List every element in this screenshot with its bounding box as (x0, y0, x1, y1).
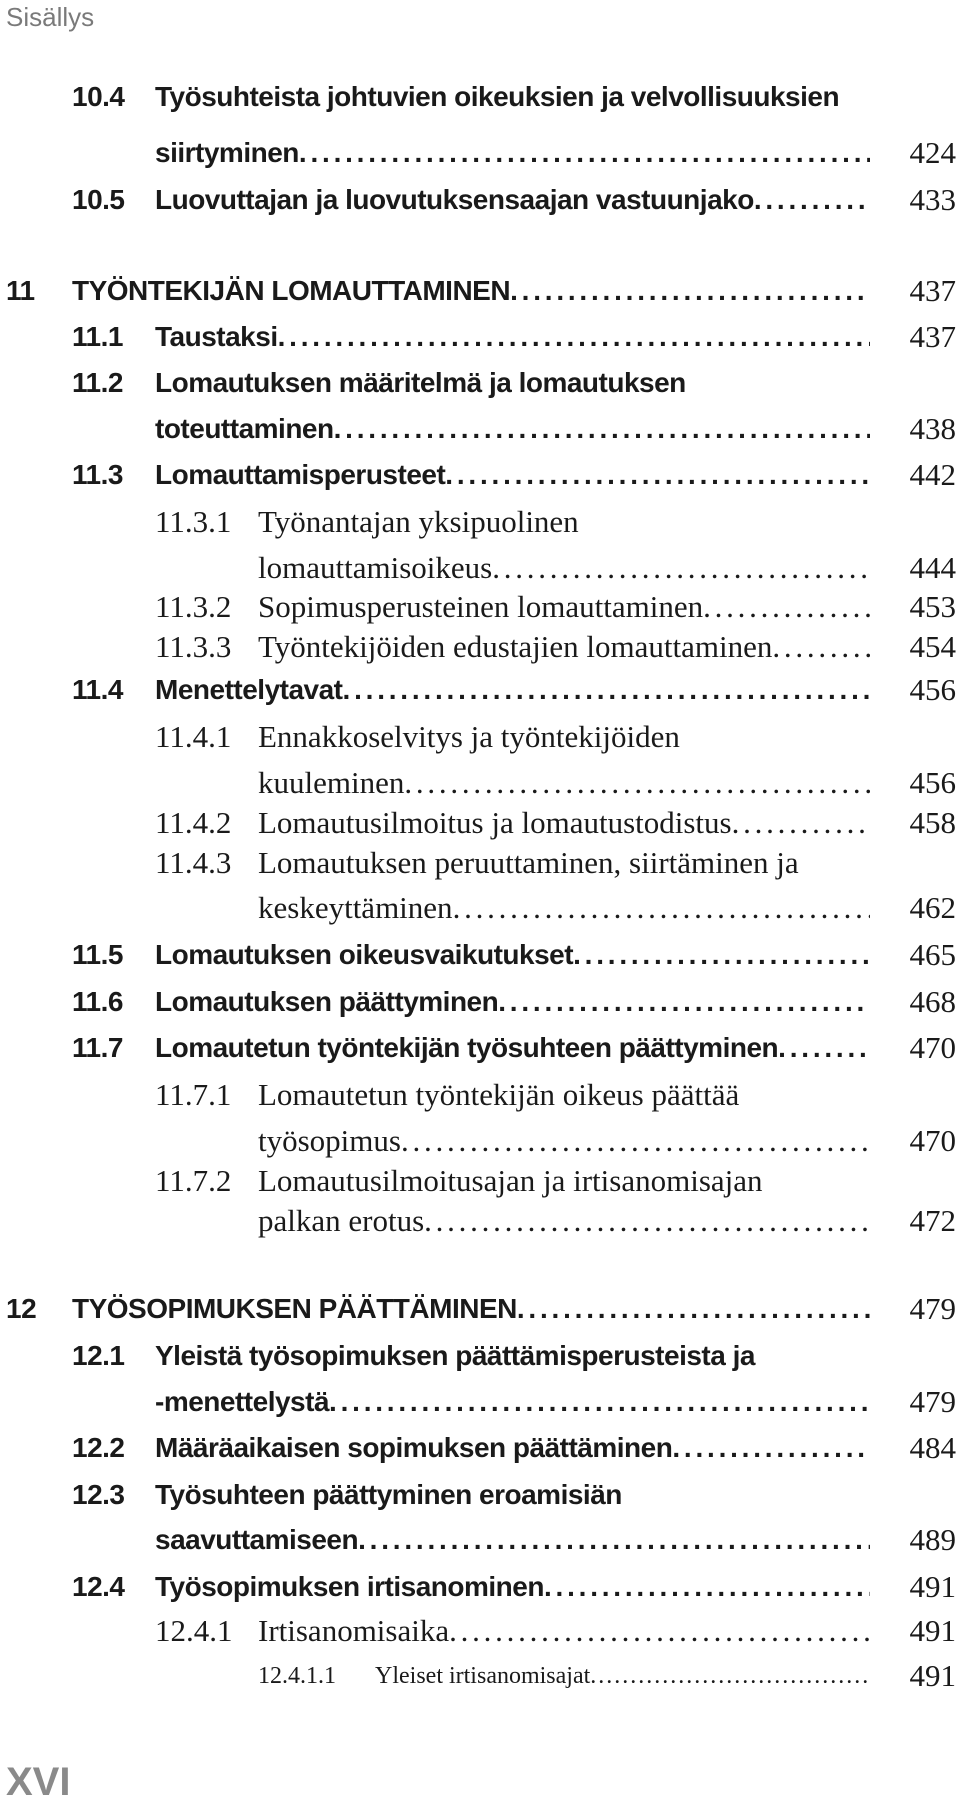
toc-entry-11-4-1 (0, 714, 960, 760)
toc-entry-12-3 (0, 1472, 960, 1518)
toc-number: 11.4.1 (155, 719, 232, 754)
toc-entry-11-7-2-cont (0, 1198, 960, 1244)
toc-entry-12-4 (0, 1564, 960, 1610)
dot-leader (358, 1517, 870, 1563)
toc-number: 12.4 (72, 1571, 125, 1602)
toc-number: 11.5 (72, 939, 123, 970)
toc-number: 12 (6, 1293, 37, 1324)
toc-page: 442 (909, 457, 956, 492)
toc-page: 456 (909, 672, 956, 707)
toc-number: 11.3.2 (155, 589, 232, 624)
toc-title: Lomautuksen määritelmä ja lomautuksen (155, 367, 686, 398)
toc-page: 491 (909, 1569, 956, 1604)
toc-number: 11.3 (72, 459, 123, 490)
toc-entry-11-4-3 (0, 840, 960, 886)
toc-number: 11.7 (72, 1032, 123, 1063)
page-number: XVI (6, 1760, 71, 1804)
toc-title: Lomautuksen oikeusvaikutukset (155, 939, 574, 970)
toc-title: saavuttamiseen (155, 1524, 359, 1555)
toc-page: 491 (909, 1613, 956, 1648)
toc-title: palkan erotus (258, 1203, 425, 1238)
toc-title: Lomautusilmoitus ja lomautustodistus (258, 805, 732, 840)
dot-leader (299, 130, 870, 176)
toc-title: Lomautetun työntekijän oikeus päättää (258, 1077, 740, 1112)
toc-entry-12-4-1-1 (0, 1653, 960, 1699)
toc-entry-10-5 (0, 177, 960, 223)
toc-page: 468 (909, 984, 956, 1019)
toc-chapter-12 (0, 1286, 960, 1332)
dot-leader (754, 177, 870, 223)
toc-title: lomauttamisoikeus (258, 550, 493, 585)
toc-title: Työntekijöiden edustajien lomauttaminen (258, 629, 773, 664)
toc-entry-12-2 (0, 1425, 960, 1471)
toc-page: 489 (909, 1522, 956, 1557)
toc-number: 12.2 (72, 1432, 125, 1463)
toc-page: 484 (909, 1430, 956, 1465)
toc-title: Irtisanomisaika (258, 1613, 450, 1648)
toc-page: 444 (909, 550, 956, 585)
dot-leader (573, 932, 870, 978)
toc-page: 456 (909, 765, 956, 800)
toc-page: 437 (909, 273, 956, 308)
dot-leader (329, 1379, 870, 1425)
toc-title: Yleistä työsopimuksen päättämisperusteista ja (155, 1340, 755, 1371)
toc-entry-11-6 (0, 979, 960, 1025)
toc-page: 433 (909, 182, 956, 217)
toc-number: 11.4.2 (155, 805, 232, 840)
toc-number: 11 (6, 275, 35, 306)
toc-entry-11-7-1 (0, 1072, 960, 1118)
toc-title: Työsuhteen päättyminen eroamisiän (155, 1479, 622, 1510)
toc-title: Yleiset irtisanomisajat (375, 1663, 591, 1689)
toc-entry-11-4 (0, 667, 960, 713)
toc-title: keskeyttäminen (258, 890, 453, 925)
dot-leader (672, 1425, 870, 1471)
toc-title: Lomautuksen päättyminen (155, 986, 499, 1017)
toc-page: 472 (909, 1203, 956, 1238)
toc-title: siirtyminen (155, 137, 299, 168)
toc-page: 479 (909, 1384, 956, 1419)
toc-page: 465 (909, 937, 956, 972)
toc-entry-11-7 (0, 1025, 960, 1071)
toc-number: 11.1 (72, 321, 123, 352)
toc-title: Määräaikaisen sopimuksen päättäminen (155, 1432, 673, 1463)
toc-title: Lomautusilmoitusajan ja irtisanomisajan (258, 1163, 763, 1198)
toc-title: Taustaksi (155, 321, 278, 352)
toc-page: 454 (909, 629, 956, 664)
toc-number: 11.3.1 (155, 504, 232, 539)
toc-entry-11-1 (0, 314, 960, 360)
toc-number: 11.2 (72, 367, 123, 398)
toc-title: työsopimus (258, 1123, 401, 1158)
dot-leader (449, 1608, 870, 1654)
toc-title: TYÖSOPIMUKSEN PÄÄTTÄMINEN (72, 1293, 517, 1324)
toc-title: Työnantajan yksipuolinen (258, 504, 579, 539)
toc-number: 10.5 (72, 184, 125, 215)
dot-leader (424, 1198, 870, 1244)
running-header: Sisällys (6, 2, 95, 32)
dot-leader (510, 268, 870, 314)
dot-leader (772, 624, 870, 670)
toc-title: Lomauttamisperusteet (155, 459, 446, 490)
toc-number: 11.6 (72, 986, 123, 1017)
toc-page: 491 (909, 1658, 956, 1693)
toc-entry-11-2 (0, 360, 960, 406)
dot-leader (498, 979, 870, 1025)
toc-page: 424 (909, 135, 956, 170)
toc-number: 11.3.3 (155, 629, 232, 664)
toc-title: kuuleminen (258, 765, 405, 800)
toc-entry-11-4-3-cont (0, 885, 960, 931)
dot-leader (453, 885, 870, 931)
toc-entry-12-1-cont (0, 1379, 960, 1425)
dot-leader (778, 1025, 870, 1071)
toc-number: 12.1 (72, 1340, 125, 1371)
toc-page: 470 (909, 1123, 956, 1158)
toc-title: Työsuhteista johtuvien oikeuksien ja velvollisuuksien (155, 81, 840, 112)
toc-title: -menettelystä (155, 1386, 330, 1417)
dot-leader (334, 406, 870, 452)
toc-entry-12-4-1 (0, 1608, 960, 1654)
dot-leader (517, 1286, 870, 1332)
toc-title: Lomautuksen peruuttaminen, siirtäminen ja (258, 845, 799, 880)
toc-title: Lomautetun työntekijän työsuhteen päättyminen (155, 1032, 779, 1063)
dot-leader (445, 452, 870, 498)
toc-chapter-11 (0, 268, 960, 314)
toc-number: 11.4.3 (155, 845, 232, 880)
dot-leader (278, 314, 870, 360)
toc-entry-12-1 (0, 1333, 960, 1379)
toc-page: 479 (909, 1291, 956, 1326)
toc-title: toteuttaminen (155, 413, 334, 444)
toc-number: 12.4.1 (155, 1613, 233, 1648)
toc-entry-10-4 (0, 74, 960, 120)
toc-entry-11-5 (0, 932, 960, 978)
toc-number: 12.4.1.1 (258, 1663, 336, 1689)
toc-number: 11.7.2 (155, 1163, 232, 1198)
toc-page: 453 (909, 589, 956, 624)
toc-number: 11.7.1 (155, 1077, 232, 1112)
dot-leader (590, 1653, 870, 1699)
toc-number: 11.4 (72, 674, 123, 705)
toc-entry-11-2-cont (0, 406, 960, 452)
dot-leader (343, 667, 870, 713)
toc-number: 10.4 (72, 81, 125, 112)
toc-entry-10-4-cont (0, 130, 960, 176)
toc-page: 462 (909, 890, 956, 925)
toc-title: Menettelytavat (155, 674, 343, 705)
toc-page: 458 (909, 805, 956, 840)
toc-entry-11-3-3 (0, 624, 960, 670)
toc-page: 438 (909, 411, 956, 446)
toc-page: 437 (909, 319, 956, 354)
toc-number: 12.3 (72, 1479, 125, 1510)
toc-entry-12-3-cont (0, 1517, 960, 1563)
toc-title: TYÖNTEKIJÄN LOMAUTTAMINEN (72, 275, 511, 306)
toc-title: Ennakkoselvitys ja työntekijöiden (258, 719, 680, 754)
dot-leader (544, 1564, 870, 1610)
toc-page: 470 (909, 1030, 956, 1065)
toc-entry-11-3 (0, 452, 960, 498)
toc-entry-11-3-1 (0, 499, 960, 545)
toc-title: Luovuttajan ja luovutuksensaajan vastuunjako (155, 184, 754, 215)
toc-title: Työsopimuksen irtisanominen (155, 1571, 544, 1602)
toc-title: Sopimusperusteinen lomauttaminen (258, 589, 704, 624)
